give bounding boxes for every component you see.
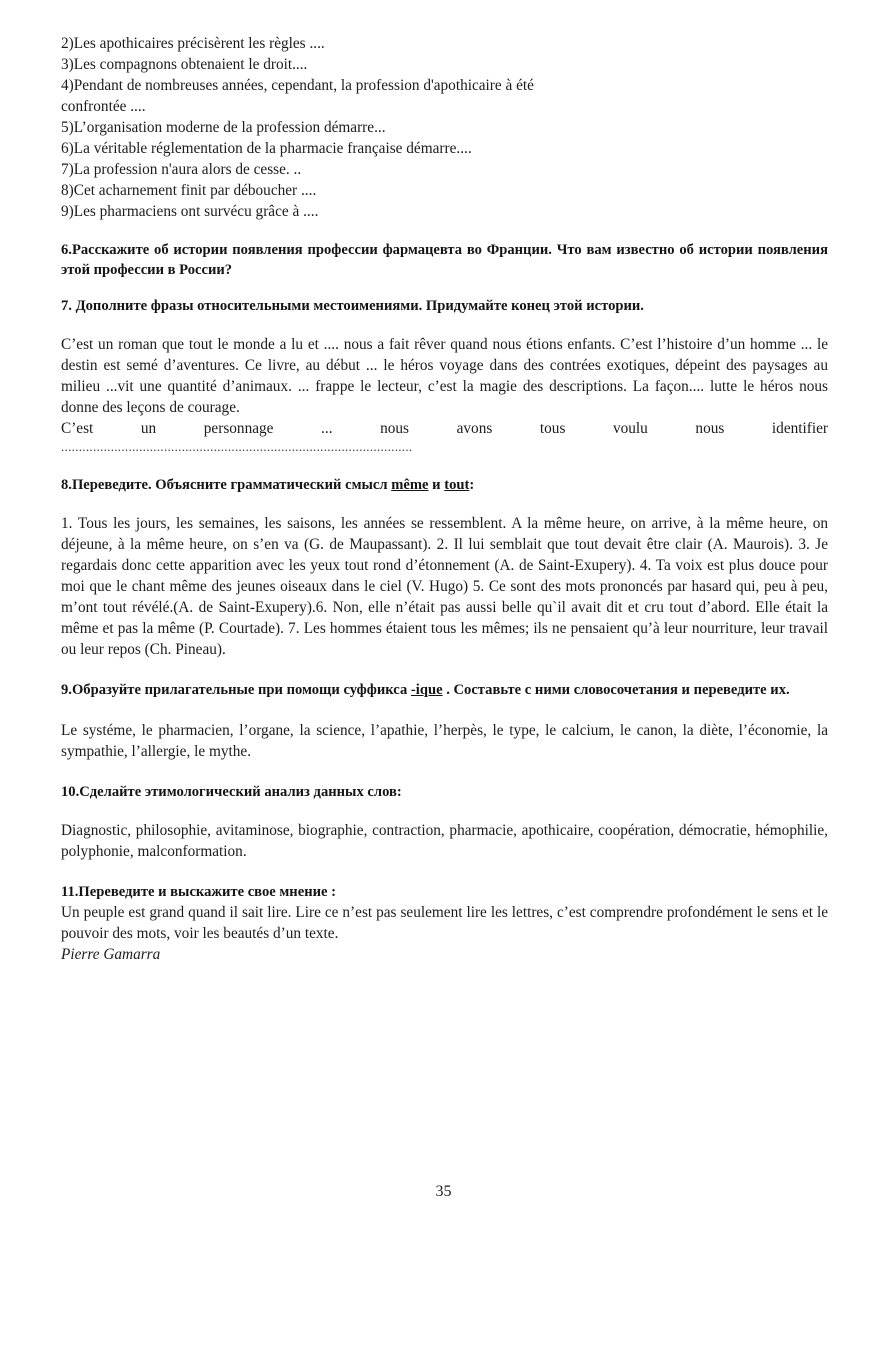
exercise-11-quote: Un peuple est grand quand il sait lire. Lire ce n’est pas seulement lire les lettres, c’est comprendre profondément le sens et le pouvoir des mots, voir les beautés d’un texte.	[61, 904, 828, 942]
list-item: 8)Cet acharnement finit par déboucher ....	[61, 182, 317, 199]
exercise-7-heading: 7. Дополните фразы относительными местоимениями. Придумайте конец этой истории.	[61, 298, 644, 314]
exercise-8-heading-text: 8.Переведите. Объясните грамматический смысл	[61, 477, 392, 493]
exercise-7-text: C’est un roman que tout le monde a lu et .... nous a fait rêver quand nous étions enfants. C’est l’histoire d’un homme ... le destin est semé d’aventures. Ce livre, au début ... le héros voyage dans des contrées exotiques, dépeint des paysages au milieu ...vit une quantité d’animaux. ... frappe le lecteur, c’est la magie des descriptions. La façon.... lutte le héros nous donne des leçons de courage.	[61, 336, 828, 416]
heading-colon: :	[469, 477, 475, 493]
exercise-6	[61, 240, 828, 280]
exercise-10-heading: 10.Сделайте этимологический анализ данных слов:	[61, 784, 402, 800]
exercise-6-heading: 6.Расскажите об истории появления профессии фармацевта во Франции. Что вам известно об истории появления этой профессии в России?	[61, 242, 828, 278]
exercise-8	[61, 475, 828, 660]
list-item: 6)La véritable réglementation de la pharmacie française démarre....	[61, 140, 472, 157]
list-item: confrontée ....	[61, 98, 146, 115]
exercise-7	[61, 296, 828, 455]
list-item: 5)L’organisation moderne de la profession démarre...	[61, 119, 386, 136]
suffix-ique: -ique	[410, 682, 443, 698]
word-meme: même	[391, 477, 429, 493]
exercise-8-text: 1. Tous les jours, les semaines, les saisons, les années se ressemblent. A la même heure, on arrive, à la même heure, on déjeune, à la même heure, on s’en va (G. de Maupassant). 2. Il lui semblait que tout devait être clair (A. Maurois). 3. Je regardais donc cette apparition avec les yeux tout rond d’étonnement (A. de Saint-Exupery). 4. Ta voix est plus douce pour moi que le chant même des jeunes oiseaux dans le ciel (V. Hugo) 5. Ce sont des mots prononcés par hasard qui, peu à peu, m’ont tout révélé.(A. de Saint-Exupery).6. Non, elle n’était pas aussi belle qu`il avait dit et cru tout d’abord. Elle était la même et pas la même (P. Courtade). 7. Les hommes étaient tous les mêmes; ils ne pensaient qu’à leur nourriture, leur travail ou leur repos (Ch. Pineau).	[61, 515, 828, 658]
list-item: 9)Les pharmaciens ont survécu grâce à ....	[61, 203, 319, 220]
exercise-9-heading	[61, 680, 828, 700]
page-content	[61, 33, 828, 965]
exercise-11	[61, 882, 828, 965]
continuation-list	[61, 33, 828, 222]
exercise-9-text: Le systéme, le pharmacien, l’organe, la science, l’apathie, l’herpès, le type, le calcium, le canon, la diète, l’économie, la sympathie, l’allergie, le mythe.	[61, 722, 828, 760]
list-item: 4)Pendant de nombreuses années, cependant, la profession d'apothicaire à été	[61, 77, 534, 94]
quote-author: Pierre Gamarra	[61, 946, 161, 963]
page-number: 35	[435, 1183, 452, 1200]
answer-dotted-line: ...................................................................................................	[61, 439, 413, 454]
exercise-8-heading	[61, 475, 828, 495]
exercise-9-heading-text: 9.Образуйте прилагательные при помощи суффикса	[61, 682, 411, 698]
exercise-11-heading: 11.Переведите и выскажите свое мнение :	[61, 884, 337, 900]
exercise-10-text: Diagnostic, philosophie, avitaminose, biographie, contraction, pharmacie, apothicaire, coopération, démocratie, hémophilie, polyphonie, malconformation.	[61, 822, 828, 860]
list-item: 3)Les compagnons obtenaient le droit....	[61, 56, 308, 73]
exercise-10	[61, 782, 828, 862]
list-item: 7)La profession n'aura alors de cesse. ..	[61, 161, 302, 178]
exercise-7-last-line: C’est un personnage ... nous avons tous voulu nous identifier	[61, 420, 828, 437]
exercise-9-heading-rest: . Составьте с ними словосочетания и переведите их.	[442, 682, 790, 698]
word-tout: tout	[444, 477, 470, 493]
exercise-9	[61, 680, 828, 762]
list-item: 2)Les apothicaires précisèrent les règles ....	[61, 35, 325, 52]
heading-conjunction: и	[428, 477, 445, 493]
